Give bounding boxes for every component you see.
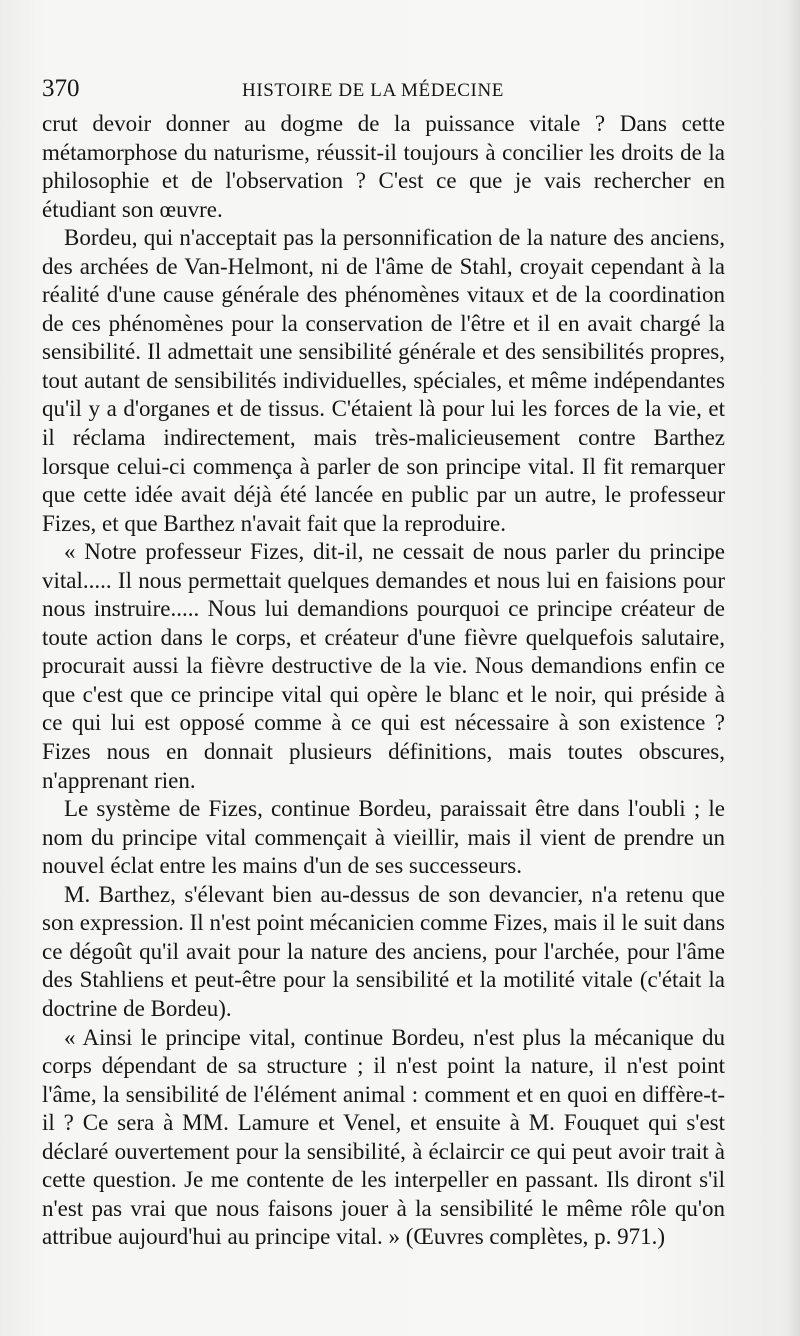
running-title: HISTOIRE DE LA MÉDECINE: [242, 80, 505, 101]
paragraph: crut devoir donner au dogme de la puissance vitale ? Dans cette métamorphose du naturisme, réussit-il toujours à concilier les droits de la philosophie et de l'observation ? C'est ce que je vais rechercher en étudiant son œuvre.: [42, 111, 725, 222]
running-head: [42, 72, 742, 106]
paragraph: M. Barthez, s'élevant bien au-dessus de son devancier, n'a retenu que son expression. Il n'est point mécanicien comme Fizes, mais il le suit dans ce dégoût qu'il avait pour la nature des anciens, pour l'archée, pour l'âme des Stahliens et peut-être pour la sensibilité et la motilité vitale (c'était la doctrine de Bordeu).: [42, 881, 725, 1021]
paragraph: Le système de Fizes, continue Bordeu, paraissait être dans l'oubli ; le nom du principe vital commençait à vieillir, mais il vient de prendre un nouvel éclat entre les mains d'un de ses successeurs.: [42, 796, 725, 879]
page-edge-shadow: [786, 0, 800, 1336]
page-number: 370: [42, 75, 80, 102]
paragraph: « Notre professeur Fizes, dit-il, ne cessait de nous parler du principe vital..... Il nous permettait quelques demandes et nous lui en faisions pour nous instruire..... Nous lui demandions pourquoi ce principe créateur de toute action dans le corps, et créateur d'une fièvre quelquefois salutaire, procurait aussi la fièvre destructive de la vie. Nous demandions enfin ce que c'est que ce principe vital qui opère le blanc et le noir, qui préside à ce qui lui est opposé comme à ce qui est nécessaire à son existence ? Fizes nous en donnait plusieurs définitions, mais toutes obscures, n'apprenant rien.: [42, 539, 725, 793]
paragraph: « Ainsi le principe vital, continue Bordeu, n'est plus la mécanique du corps dépendant de sa structure ; il n'est point la nature, il n'est point l'âme, la sensibilité de l'élément animal : comment et en quoi en diffère-t-il ? Ce sera à MM. Lamure et Venel, et ensuite à M. Fouquet qui s'est déclaré ouvertement pour la sensibilité, à éclaircir ce qui peut avoir trait à cette question. Je me contente de les interpeller en passant. Ils diront s'il n'est pas vrai que nous faisons jouer à la sensibilité le même rôle qu'on attribue aujourd'hui au principe vital. » (Œuvres complètes, p. 971.): [42, 1024, 725, 1250]
body-text: [42, 110, 725, 1252]
paragraph: Bordeu, qui n'acceptait pas la personnification de la nature des anciens, des archées de Van-Helmont, ni de l'âme de Stahl, croyait cependant à la réalité d'une cause générale des phénomènes vitaux et de la coordination de ces phénomènes pour la conservation de l'être et il en avait chargé la sensibilité. Il admettait une sensibilité générale et des sensibilités propres, tout autant de sensibilités individuelles, spéciales, et même indépendantes qu'il y a d'organes et de tissus. C'étaient là pour lui les forces de la vie, et il réclama indirectement, mais très-malicieusement contre Barthez lorsque celui-ci commença à parler de son principe vital. Il fit remarquer que cette idée avait déjà été lancée en public par un autre, le professeur Fizes, et que Barthez n'avait fait que la reproduire.: [42, 225, 725, 536]
